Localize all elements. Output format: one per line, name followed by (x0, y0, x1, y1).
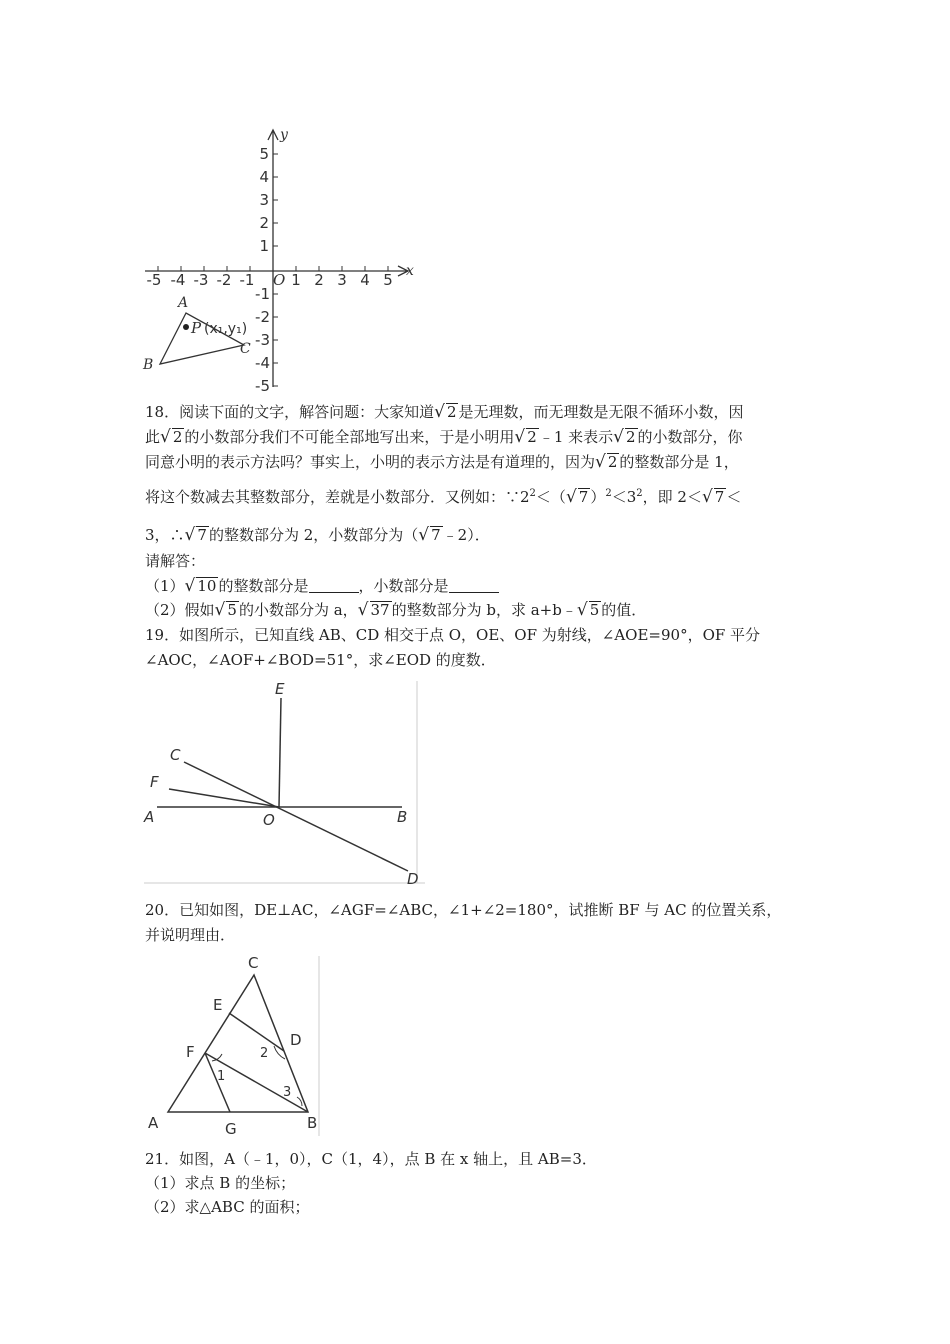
answer-blank[interactable] (449, 578, 499, 593)
label-b: B (397, 808, 408, 826)
y-tick: 3 (259, 191, 269, 209)
label-angle-3: 3 (283, 1085, 292, 1100)
q18-line4: 将这个数减去其整数部分，差就是小数部分．又例如：$\because 2^2<(√$ 7 ）$^2<3^2$，即 2＜√ 7 ＜ (145, 487, 742, 507)
x-tick: -1 (239, 271, 255, 289)
coordinate-figure (140, 125, 430, 395)
label-f: F (150, 773, 159, 791)
x-tick: 1 (291, 271, 301, 289)
label-o: O (263, 811, 275, 829)
q19-line2: ∠AOC，∠AOF+∠BOD=51°，求∠EOD 的度数． (145, 651, 496, 669)
origin-label: O (273, 271, 286, 289)
label-b: B (307, 1114, 318, 1132)
point-p-dot (183, 324, 189, 330)
label-a: A (148, 1114, 159, 1132)
y-tick: 2 (259, 214, 269, 232)
y-tick: -2 (255, 308, 270, 326)
x-tick: 2 (314, 271, 324, 289)
label-b: B (143, 357, 154, 373)
x-tick: 5 (383, 271, 393, 289)
triangle-figure (140, 950, 325, 1140)
label-e: E (213, 996, 223, 1014)
label-g: G (225, 1120, 237, 1138)
label-p-coord: (x₁,y₁) (204, 321, 248, 337)
q21-line1: 21．如图，A（﹣1，0），C（1，4），点 B 在 x 轴上，且 AB=3． (145, 1150, 597, 1168)
label-c: C (248, 954, 259, 972)
label-d: D (290, 1031, 302, 1049)
label-p: P (191, 319, 202, 337)
q18-sub2: （2）假如√ 5 的小数部分为 a，√ 37 的整数部分为 b，求 a+b﹣√ 5 的值． (145, 600, 647, 620)
y-tick: 1 (259, 237, 269, 255)
q18-line1: 18．阅读下面的文字，解答问题：大家知道√ 2 是无理数，而无理数是无限不循环小数，因 (145, 402, 744, 422)
q20-line2: 并说明理由． (145, 926, 236, 944)
q21-line3: （2）求△ABC 的面积； (145, 1198, 310, 1216)
y-tick: -1 (255, 285, 270, 303)
angle-figure (140, 678, 430, 890)
x-tick: -5 (146, 271, 162, 289)
x-tick: 3 (337, 271, 347, 289)
label-e: E (275, 680, 285, 698)
q20-line1: 20．已知如图，DE⊥AC，∠AGF=∠ABC，∠1+∠2=180°，试推断 BF 与 AC 的位置关系， (145, 901, 782, 919)
y-tick: -3 (255, 331, 270, 349)
q19-line1: 19．如图所示，已知直线 AB、CD 相交于点 O，OE、OF 为射线，∠AOE=90°，OF 平分 (145, 626, 761, 644)
q18-line3: 同意小明的表示方法吗？事实上，小明的表示方法是有道理的，因为√ 2 的整数部分是 1， (145, 452, 739, 472)
y-tick: 5 (259, 145, 269, 163)
label-a: A (144, 808, 155, 826)
q18-line5: 3，∴√ 7 的整数部分为 2，小数部分为（√ 7 ﹣2）． (145, 525, 490, 545)
label-angle-2: 2 (260, 1046, 269, 1061)
x-tick: -2 (216, 271, 232, 289)
y-tick: -4 (255, 354, 270, 372)
y-tick: 4 (259, 168, 269, 186)
sqrt-2: 2 (446, 403, 457, 421)
x-tick: 4 (360, 271, 370, 289)
q18-line6: 请解答： (145, 552, 206, 570)
label-d: D (407, 870, 419, 888)
label-c: C (170, 746, 181, 764)
x-tick: -4 (170, 271, 186, 289)
label-angle-1: 1 (217, 1069, 226, 1084)
x-tick: -3 (193, 271, 209, 289)
q18-line2: 此√ 2 的小数部分我们不可能全部地写出来，于是小明用√ 2 ﹣1 来表示√ 2 的小数部分，你 (145, 427, 743, 447)
label-f: F (186, 1043, 195, 1061)
y-axis-label: y (280, 127, 288, 143)
label-a: A (178, 295, 189, 311)
label-c: C (240, 341, 251, 357)
q21-line2: （1）求点 B 的坐标； (145, 1174, 296, 1192)
y-tick: -5 (255, 377, 270, 395)
x-axis-label: x (406, 263, 414, 279)
q18-sub1: （1）√ 10 的整数部分是 ，小数部分是 (145, 575, 499, 597)
answer-blank[interactable] (309, 578, 359, 593)
